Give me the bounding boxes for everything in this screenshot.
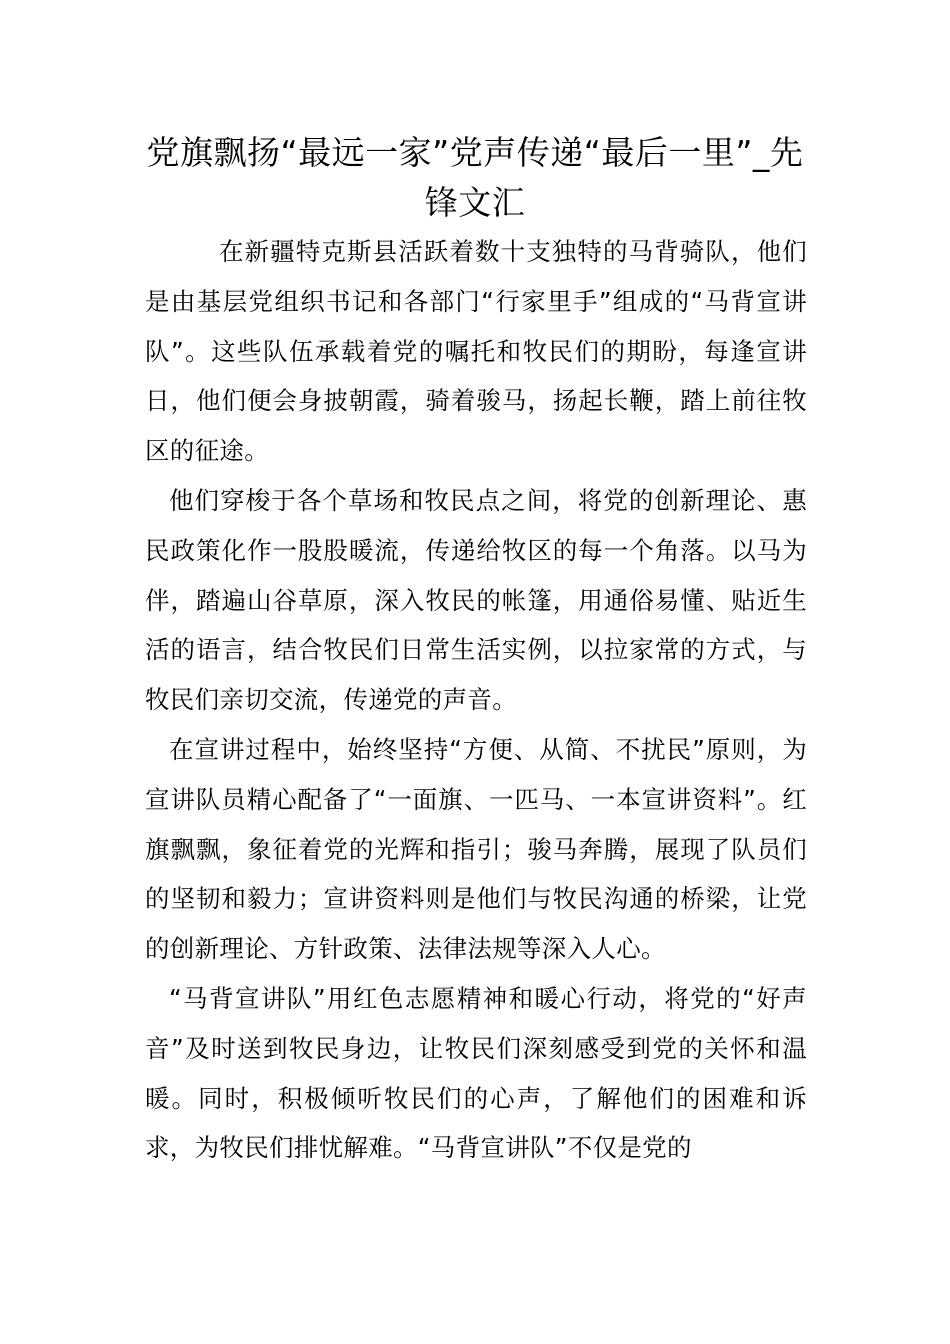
document-body — [145, 227, 807, 1173]
document-title: 党旗飘扬“最远一家”党声传递“最后一里”_先锋文汇 — [146, 133, 804, 222]
paragraph-1: 在新疆特克斯县活跃着数十支独特的马背骑队，他们是由基层党组织书记和各部门“行家里手”组成的“马背宣讲队”。这些队伍承载着党的嘱托和牧民们的期盼，每逢宣讲日，他们便会身披朝霞，骑着骏马，扬起长鞭，踏上前往牧区的征途。 — [145, 237, 807, 466]
paragraph-3: 在宣讲过程中，始终坚持“方便、从简、不扰民”原则，为宣讲队员精心配备了“一面旗、一匹马、一本宣讲资料”。红旗飘飘，象征着党的光辉和指引；骏马奔腾，展现了队员们的坚韧和毅力；宣讲资料则是他们与牧民沟通的桥梁，让党的创新理论、方针政策、法律法规等深入人心。 — [145, 734, 807, 964]
paragraph-4: “马背宣讲队”用红色志愿精神和暖心行动，将党的“好声音”及时送到牧民身边，让牧民们深刻感受到党的关怀和温暖。同时，积极倾听牧民们的心声，了解他们的困难和诉求，为牧民们排忧解难。“马背宣讲队”不仅是党的 — [145, 983, 807, 1163]
paragraph-2: 他们穿梭于各个草场和牧民点之间，将党的创新理论、惠民政策化作一股股暖流，传递给牧区的每一个角落。以马为伴，踏遍山谷草原，深入牧民的帐篷，用通俗易懂、贴近生活的语言，结合牧民们日常生活实例，以拉家常的方式，与牧民们亲切交流，传递党的声音。 — [145, 485, 807, 715]
